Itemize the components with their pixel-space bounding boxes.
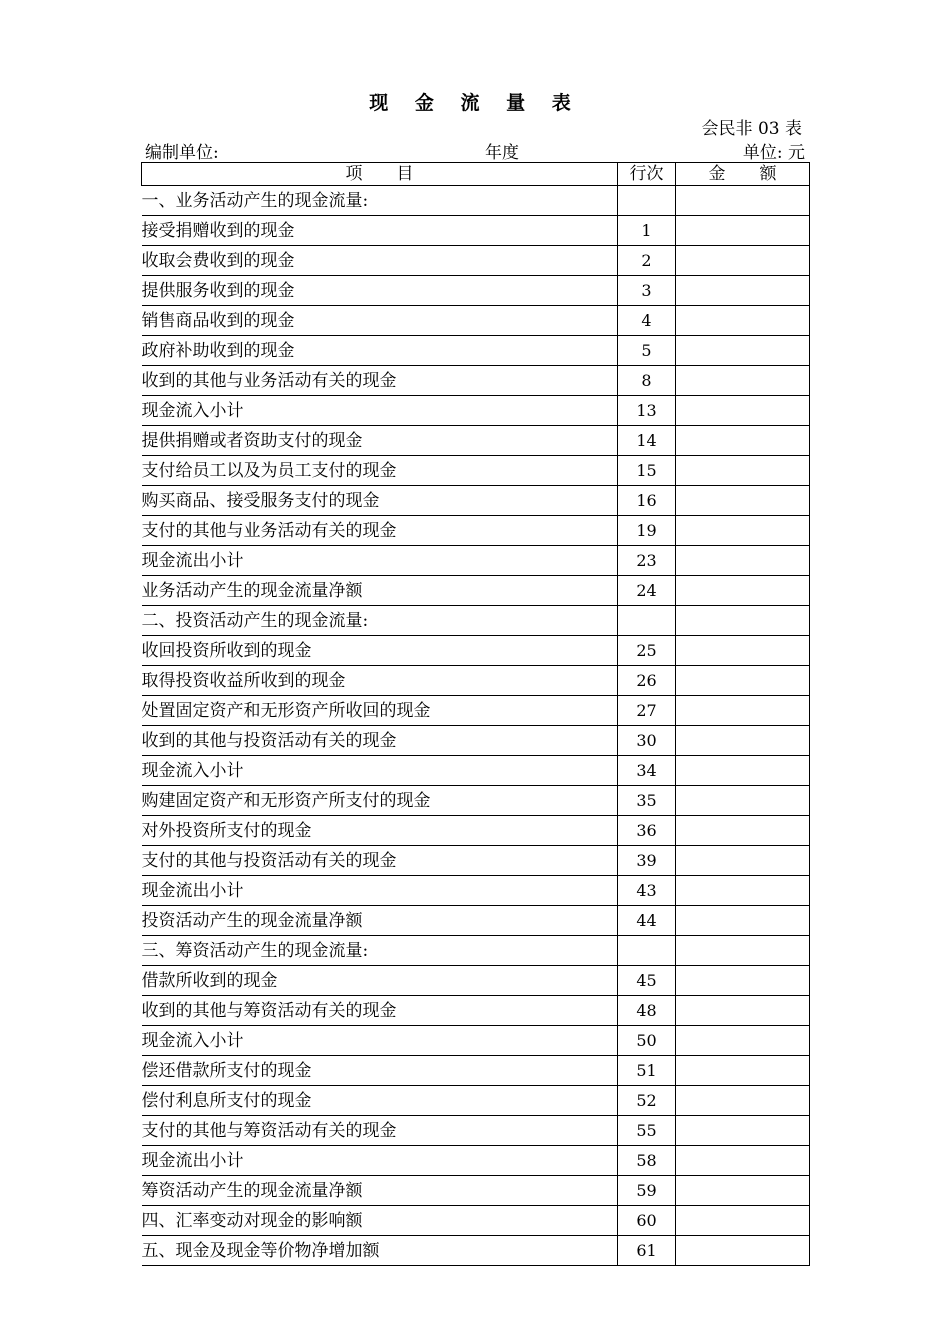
row-line-number: 1: [618, 216, 676, 246]
row-item: 现金流出小计: [142, 876, 618, 906]
row-item: 偿付利息所支付的现金: [142, 1086, 618, 1116]
row-item: 处置固定资产和无形资产所收回的现金: [142, 696, 618, 726]
header-amount: 金 额: [676, 163, 810, 186]
row-line-number: 2: [618, 246, 676, 276]
table-row: [142, 1176, 810, 1206]
row-item: 收到的其他与投资活动有关的现金: [142, 726, 618, 756]
row-item: 业务活动产生的现金流量净额: [142, 576, 618, 606]
row-line-number: 44: [618, 906, 676, 936]
table-row: [142, 1146, 810, 1176]
row-item: 提供服务收到的现金: [142, 276, 618, 306]
row-amount-cell[interactable]: [676, 906, 810, 936]
row-line-number: 23: [618, 546, 676, 576]
row-item: 对外投资所支付的现金: [142, 816, 618, 846]
row-line-number: 59: [618, 1176, 676, 1206]
row-amount-cell[interactable]: [676, 696, 810, 726]
row-line-number: 58: [618, 1146, 676, 1176]
header-line: 行次: [618, 163, 676, 186]
row-line-number: 19: [618, 516, 676, 546]
row-amount-cell[interactable]: [676, 486, 810, 516]
row-item: 二、投资活动产生的现金流量:: [142, 606, 618, 636]
table-row: [142, 666, 810, 696]
row-amount-cell[interactable]: [676, 516, 810, 546]
row-amount-cell[interactable]: [676, 726, 810, 756]
row-item: 三、筹资活动产生的现金流量:: [142, 936, 618, 966]
table-row: [142, 936, 810, 966]
row-line-number: 52: [618, 1086, 676, 1116]
row-amount-cell[interactable]: [676, 1206, 810, 1236]
row-line-number: 51: [618, 1056, 676, 1086]
row-line-number: 5: [618, 336, 676, 366]
table-row: [142, 816, 810, 846]
row-amount-cell[interactable]: [676, 846, 810, 876]
row-item: 一、业务活动产生的现金流量:: [142, 186, 618, 216]
row-line-number: 39: [618, 846, 676, 876]
row-line-number: 35: [618, 786, 676, 816]
row-line-number: 34: [618, 756, 676, 786]
table-row: [142, 906, 810, 936]
table-row: [142, 786, 810, 816]
row-amount-cell[interactable]: [676, 276, 810, 306]
table-row: [142, 1026, 810, 1056]
row-line-number: 48: [618, 996, 676, 1026]
table-row: [142, 246, 810, 276]
row-amount-cell[interactable]: [676, 966, 810, 996]
row-line-number: 45: [618, 966, 676, 996]
row-line-number: [618, 186, 676, 216]
row-item: 支付的其他与业务活动有关的现金: [142, 516, 618, 546]
row-item: 接受捐赠收到的现金: [142, 216, 618, 246]
row-line-number: 16: [618, 486, 676, 516]
row-line-number: 60: [618, 1206, 676, 1236]
report-year: [437, 138, 519, 163]
row-line-number: [618, 936, 676, 966]
row-line-number: 55: [618, 1116, 676, 1146]
row-item: 五、现金及现金等价物净增加额: [142, 1236, 618, 1266]
table-row: [142, 996, 810, 1026]
row-item: 政府补助收到的现金: [142, 336, 618, 366]
row-line-number: 61: [618, 1236, 676, 1266]
row-item: 现金流入小计: [142, 756, 618, 786]
row-item: 现金流出小计: [142, 546, 618, 576]
row-amount-cell[interactable]: [676, 426, 810, 456]
row-line-number: 27: [618, 696, 676, 726]
table-row: [142, 546, 810, 576]
row-amount-cell[interactable]: [676, 456, 810, 486]
row-line-number: 4: [618, 306, 676, 336]
reporting-entity-blank[interactable]: [224, 144, 282, 163]
row-amount-cell[interactable]: [676, 996, 810, 1026]
row-line-number: 3: [618, 276, 676, 306]
row-item: 支付的其他与投资活动有关的现金: [142, 846, 618, 876]
row-item: 偿还借款所支付的现金: [142, 1056, 618, 1086]
report-meta: [143, 138, 809, 162]
table-row: [142, 366, 810, 396]
row-line-number: [618, 606, 676, 636]
row-amount-cell[interactable]: [676, 396, 810, 426]
table-row: [142, 486, 810, 516]
row-amount-cell[interactable]: [676, 1056, 810, 1086]
row-item: 借款所收到的现金: [142, 966, 618, 996]
table-row: [142, 636, 810, 666]
row-amount-cell[interactable]: [676, 1026, 810, 1056]
row-amount-cell[interactable]: [676, 306, 810, 336]
row-line-number: 30: [618, 726, 676, 756]
table-row: [142, 1056, 810, 1086]
money-unit: 单位: 元: [742, 143, 805, 163]
row-line-number: 8: [618, 366, 676, 396]
table-row: [142, 216, 810, 246]
row-amount-cell[interactable]: [676, 336, 810, 366]
row-amount-cell[interactable]: [676, 186, 810, 216]
row-item: 销售商品收到的现金: [142, 306, 618, 336]
reporting-entity-label: 编制单位:: [145, 143, 219, 163]
row-amount-cell[interactable]: [676, 876, 810, 906]
row-amount-cell[interactable]: [676, 366, 810, 396]
report-year-blank[interactable]: [437, 144, 485, 163]
header-item: 项 目: [142, 163, 618, 186]
row-item: 收到的其他与筹资活动有关的现金: [142, 996, 618, 1026]
cash-flow-table: [141, 162, 810, 1266]
row-amount-cell[interactable]: [676, 1086, 810, 1116]
table-row: [142, 306, 810, 336]
row-item: 取得投资收益所收到的现金: [142, 666, 618, 696]
row-item: 提供捐赠或者资助支付的现金: [142, 426, 618, 456]
row-amount-cell[interactable]: [676, 1116, 810, 1146]
page-title: 现 金 流 量 表: [369, 92, 581, 114]
row-amount-cell[interactable]: [676, 576, 810, 606]
row-line-number: 36: [618, 816, 676, 846]
row-amount-cell[interactable]: [676, 216, 810, 246]
row-item: 投资活动产生的现金流量净额: [142, 906, 618, 936]
row-amount-cell[interactable]: [676, 816, 810, 846]
row-line-number: 24: [618, 576, 676, 606]
row-amount-cell[interactable]: [676, 546, 810, 576]
row-item: 支付给员工以及为员工支付的现金: [142, 456, 618, 486]
form-code: 会民非 03 表: [701, 119, 802, 139]
table-row: [142, 966, 810, 996]
row-amount-cell[interactable]: [676, 636, 810, 666]
row-item: 现金流入小计: [142, 1026, 618, 1056]
table-row: [142, 606, 810, 636]
row-item: 筹资活动产生的现金流量净额: [142, 1176, 618, 1206]
table-row: [142, 396, 810, 426]
table-row: [142, 426, 810, 456]
row-line-number: 13: [618, 396, 676, 426]
row-item: 收回投资所收到的现金: [142, 636, 618, 666]
row-amount-cell[interactable]: [676, 936, 810, 966]
table-row: [142, 876, 810, 906]
table-row: [142, 726, 810, 756]
reporting-entity: [145, 138, 282, 163]
row-item: 四、汇率变动对现金的影响额: [142, 1206, 618, 1236]
row-item: 收取会费收到的现金: [142, 246, 618, 276]
table-row: [142, 576, 810, 606]
table-row: [142, 846, 810, 876]
row-line-number: 25: [618, 636, 676, 666]
table-row: [142, 1236, 810, 1266]
row-amount-cell[interactable]: [676, 786, 810, 816]
row-item: 现金流入小计: [142, 396, 618, 426]
row-item: 购买商品、接受服务支付的现金: [142, 486, 618, 516]
table-row: [142, 336, 810, 366]
table-row: [142, 276, 810, 306]
table-row: [142, 516, 810, 546]
row-line-number: 15: [618, 456, 676, 486]
row-amount-cell[interactable]: [676, 756, 810, 786]
row-amount-cell[interactable]: [676, 1146, 810, 1176]
row-amount-cell[interactable]: [676, 666, 810, 696]
table-row: [142, 1086, 810, 1116]
table-row: [142, 1116, 810, 1146]
report-year-label: 年度: [485, 143, 519, 163]
table-row: [142, 1206, 810, 1236]
row-line-number: 50: [618, 1026, 676, 1056]
table-row: [142, 696, 810, 726]
row-amount-cell[interactable]: [676, 1176, 810, 1206]
row-amount-cell[interactable]: [676, 606, 810, 636]
table-header-row: [142, 163, 810, 186]
row-amount-cell[interactable]: [676, 246, 810, 276]
row-item: 购建固定资产和无形资产所支付的现金: [142, 786, 618, 816]
row-item: 收到的其他与业务活动有关的现金: [142, 366, 618, 396]
row-amount-cell[interactable]: [676, 1236, 810, 1266]
row-item: 支付的其他与筹资活动有关的现金: [142, 1116, 618, 1146]
row-line-number: 26: [618, 666, 676, 696]
table-row: [142, 186, 810, 216]
row-line-number: 43: [618, 876, 676, 906]
row-item: 现金流出小计: [142, 1146, 618, 1176]
table-row: [142, 756, 810, 786]
table-row: [142, 456, 810, 486]
row-line-number: 14: [618, 426, 676, 456]
